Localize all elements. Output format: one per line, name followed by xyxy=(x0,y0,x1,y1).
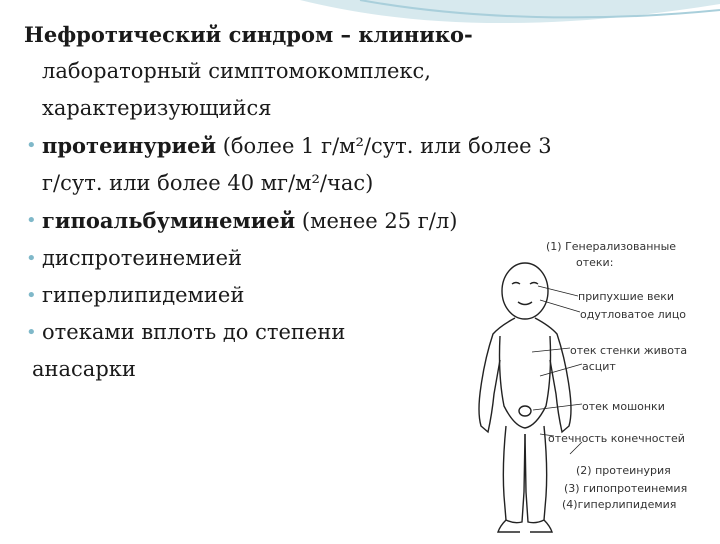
label-puffy-eyelids: припухшие веки xyxy=(578,290,675,303)
bullet-proteinuria-continued: г/сут. или более 40 мг/м²/час) xyxy=(42,171,374,195)
child-edema-illustration xyxy=(470,236,720,540)
label-hyperlipidemia: (4)гиперлипидемия xyxy=(562,498,677,511)
slide-title-continued-2: характеризующийся xyxy=(42,96,272,120)
label-proteinuria: (2) протеинурия xyxy=(576,464,671,477)
label-puffy-face: одутловатое лицо xyxy=(580,308,687,321)
bullet-text: диспротеинемией xyxy=(42,246,242,270)
label-hypoproteinemia: (3) гипопротеинемия xyxy=(564,482,688,495)
label-ascites: асцит xyxy=(582,360,616,373)
bullet-edema-continued: анасарки xyxy=(32,357,136,381)
bullet-proteinuria xyxy=(24,127,644,165)
label-scrotal-edema: отек мошонки xyxy=(582,400,665,413)
bullet-dot-icon: • xyxy=(26,285,37,306)
bullet-text: гиперлипидемией xyxy=(42,283,245,307)
bullet-dot-icon: • xyxy=(26,322,37,343)
bullet-strong: гипоальбуминемией xyxy=(42,208,296,233)
bullet-text: (более 1 г/м²/сут. или более 3 xyxy=(216,134,552,158)
bullet-text: отеками вплоть до степени xyxy=(42,320,346,344)
bullet-dot-icon: • xyxy=(26,248,37,269)
label-edema: отеки: xyxy=(576,256,614,269)
label-limb-edema: отечность конечностей xyxy=(548,432,685,445)
slide-title: Нефротический синдром – клинико- xyxy=(24,22,473,47)
slide-title-continued: лабораторный симптомокомплекс, xyxy=(42,59,431,83)
label-abdominal-wall-edema: отек стенки живота xyxy=(570,344,688,357)
bullet-text: (менее 25 г/л) xyxy=(295,209,458,233)
bullet-hypoalbuminemia xyxy=(24,202,644,240)
bullet-dot-icon: • xyxy=(26,210,37,231)
label-generalized-edema: (1) Генерализованные xyxy=(546,240,677,253)
bullet-strong: протеинурией xyxy=(42,133,217,158)
bullet-dot-icon: • xyxy=(26,135,37,156)
